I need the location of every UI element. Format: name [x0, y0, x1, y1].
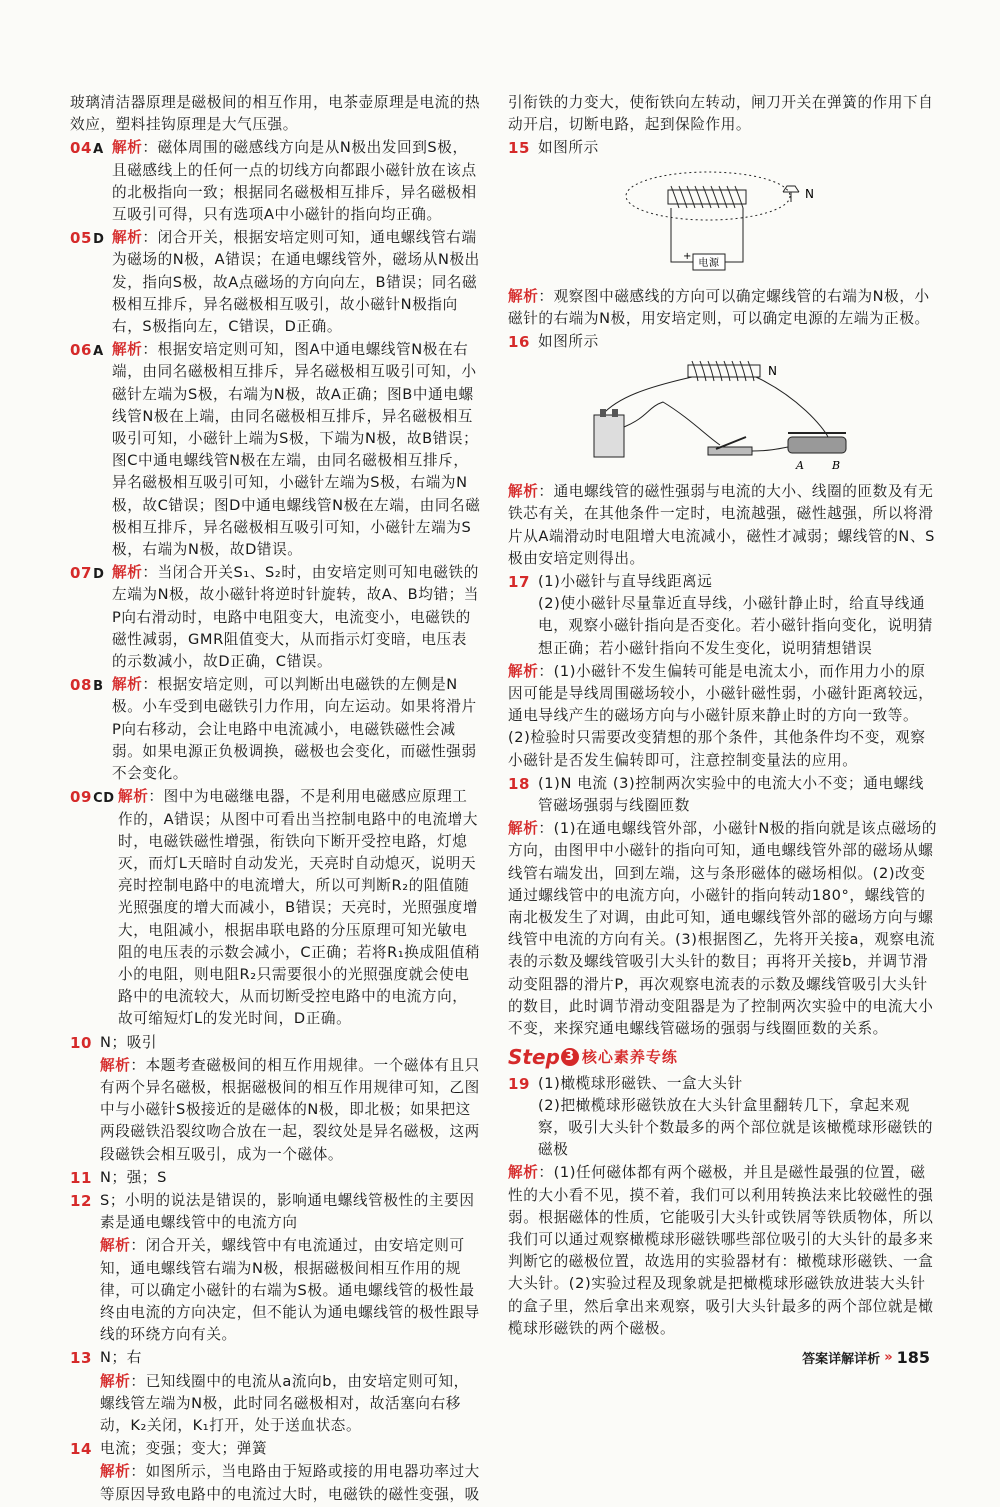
entry-text: ：当闭合开关S₁、S₂时，由安培定则可知电磁铁的左端为N极，故小磁针将逆时针旋转，故A、B均错；当P向右滑动时，电路中电阻变大，电流变小，电磁铁的磁性减弱，GMR阻值变大，从而指示灯变暗，电压表的示数减小，故D正确，C错误。	[112, 564, 479, 671]
answer-letter: B	[93, 679, 104, 695]
explanation-label: 解析	[100, 1237, 131, 1255]
entry-text: N；右	[100, 1349, 142, 1367]
left-column	[70, 92, 482, 1507]
item-number-wrap	[70, 137, 104, 161]
item-number-wrap	[70, 339, 104, 363]
item-number: 18	[508, 774, 531, 793]
explanation-label: 解析	[112, 676, 143, 694]
power-source-label: 电源	[698, 257, 720, 269]
explanation-label: 解析	[112, 229, 143, 247]
item-number: 06	[70, 341, 93, 360]
terminal-a-label: A	[796, 459, 805, 473]
answer-letter: D	[93, 567, 105, 583]
explanation-label: 解析	[100, 1463, 131, 1481]
figure-15	[508, 164, 938, 280]
entry-text: ：如图所示，当电路由于短路或接的用电器功率过大等原因导致电路中的电流过大时，电磁铁的磁性变强，吸	[100, 1463, 480, 1503]
terminal-b-label: B	[832, 459, 841, 473]
answer-item	[70, 786, 482, 1030]
entry-text: ：已知线圈中的电流从a流向b，由安培定则可知，螺线管左端为N极，此时同名磁极相对，故活塞向右移动，K₂关闭，K₁打开，处于送血状态。	[100, 1372, 469, 1434]
item-number: 13	[70, 1349, 93, 1368]
item-number-wrap	[70, 786, 115, 810]
item-number: 09	[70, 788, 93, 807]
entry-text: ：图中为电磁继电器，不是利用电磁感应原理工作的，A错误；从图中可看出当控制电路中的电流增大时，电磁铁磁性增强，衔铁向下断开受控电路，灯熄灭，而灯L天暗时自动发光，天亮时自动熄灭，说明天亮时控制电路中的电流增大，所以可判断R₂的阻值随光照强度的增大而减小，B错误；天亮时，光照强度增大，电阻减小，根据串联电路的分压原理可知光敏电阻的电压表的示数会减小，C正确；若将R₁换成阻值稍小的电阻，则电阻R₂只需要很小的光照强度就会使电路中的电流较大，从而切断受控电路中的电流方向，故可缩短灯L的发光时间，D正确。	[118, 788, 481, 1028]
answer-item-18: 18 (1)N 电流 (3)控制两次实验中的电流大小不变；通电螺线管磁场强弱与线圈匝数	[508, 774, 925, 815]
item-number: 04	[70, 139, 93, 158]
answer-item	[70, 1438, 482, 1460]
item-number-wrap	[70, 674, 104, 698]
plus-label: +	[683, 250, 692, 262]
answer-item	[70, 227, 482, 338]
explanation-label: 解析	[112, 139, 143, 157]
answer-item	[70, 1235, 482, 1346]
item-number: 16	[508, 333, 531, 352]
page-footer	[802, 1348, 930, 1367]
answer-item	[70, 137, 482, 226]
explanation-label: 解析	[100, 1372, 131, 1390]
explanation-label: 解析	[118, 788, 149, 806]
left-entries	[70, 137, 482, 1505]
item-number: 11	[70, 1168, 93, 1187]
entry-text: S；小明的说法是错误的，影响通电螺线管极性的主要因素是通电螺线管中的电流方向	[100, 1191, 475, 1232]
double-chevron-icon: »	[884, 1350, 893, 1365]
n-pole-label: N	[768, 364, 778, 379]
explanation-19: 解析：(1)任何磁体都有两个磁极，并且是磁性最强的位置，磁性的大小看不见，摸不着，我们可以利用转换法来比较磁性的强弱。根据磁体的性质，它能吸引大头针或铁屑等铁质物体，所以我们可以通过观察橄榄球形磁铁哪些部位吸引的大头针的最多来判断它的磁极位置，故选用的实验器材有：橄榄球形磁铁、一盒大头针。(2)实验过程及现象就是把橄榄球形磁铁放进装大头针的盒子里，然后拿出来观察，吸引大头针最多的两个部位就是橄榄球形磁铁的两个磁极。	[508, 1164, 934, 1337]
item-number: 19	[508, 1074, 531, 1093]
entry-text: ：磁体周围的磁感线方向是从N极出发回到S极，且磁感线上的任何一点的切线方向都跟小磁针放在该点的北极指向一致；根据同名磁极相互排斥，异名磁极相互吸引可得，只有选项A中小磁针的指向均正确。	[112, 139, 477, 224]
item-number: 14	[70, 1440, 93, 1459]
item-number-wrap	[70, 562, 104, 586]
entry-text: N；吸引	[100, 1033, 158, 1051]
answer-item	[70, 1167, 482, 1189]
explanation-label: 解析	[112, 564, 143, 582]
answer-item	[70, 1371, 482, 1438]
item-number: 17	[508, 573, 531, 592]
section-header-step3: Step 3 核心素养专练	[508, 1045, 678, 1070]
answer-item	[70, 1055, 482, 1166]
entry-text: ：闭合开关，根据安培定则可知，通电螺线管右端为磁场的N极，A错误；在通电螺线管外，磁场从N极出发，指向S极，故A点磁场的方向向左，B错误；同名磁极相互排斥，异名磁极相互吸引，故小磁针N极指向右，S极指向左，C错误，D正确。	[112, 229, 480, 336]
answer-item	[70, 1190, 482, 1234]
explanation-17: 解析：(1)小磁针不发生偏转可能是电流太小，而作用力小的原因可能是导线周围磁场较小，小磁针磁性弱，小磁针距离较远，通电导线产生的磁场方向与小磁针原来静止时的方向一致等。(2)检验时只需要改变猜想的那个条件，其他条件均不变，观察小磁针是否发生偏转即可，注意控制变量法的应用。	[508, 662, 934, 769]
answer-item	[70, 339, 482, 561]
answer-item-16: 16 如图所示	[508, 331, 938, 353]
answer-letter: CD	[93, 791, 115, 807]
item-number: 10	[70, 1033, 93, 1052]
entry-text: 电流；变强；变大；弹簧	[100, 1440, 268, 1458]
item-number: 12	[70, 1191, 93, 1210]
entry-text: ：根据安培定则，可以判断出电磁铁的左侧是N极。小车受到电磁铁引力作用，向左运动。如果将滑片P向右移动，会让电路中电流减小，电磁铁磁性会减弱。如果电源正负极调换，磁极也会变化，而磁性强弱不会变化。	[112, 676, 477, 783]
entry-text: ：闭合开关，螺线管中有电流通过，由安培定则可知，通电螺线管右端为N极，根据磁极间相互作用的规律，可以确定小磁针的右端为S极。通电螺线管的极性最终由电流的方向决定，但不能认为通电螺线管的极性跟导线的环绕方向有关。	[100, 1237, 480, 1344]
entry-text: ：根据安培定则可知，图A中通电螺线管N极在右端，由同名磁极相互排斥，异名磁极相互吸引可知，小磁针左端为S极，右端为N极，故A正确；图B中通电螺线管N极在上端，由同名磁极相互排斥，异名磁极相互吸引可知，小磁针上端为S极，下端为N极，故B错误；图C中通电螺线管N极在左端，由同名磁极相互排斥，异名磁极相互吸引可知，小磁针左端为S极，右端为N极，故C错误；图D中通电螺线管N极在左端，由同名磁极相互排斥，异名磁极相互吸引可知，小磁针左端为S极，右端为N极，故D错误。	[112, 341, 481, 559]
footer-label: 答案详解详析	[802, 1352, 881, 1367]
continuation-text: 玻璃清洁器原理是磁极间的相互作用，电茶壶原理是电流的热效应，塑料挂钩原理是大气压强。	[70, 94, 481, 134]
explanation-label: 解析	[100, 1056, 131, 1074]
answer-item	[70, 674, 482, 785]
right-column	[508, 92, 938, 1341]
item-number: 05	[70, 229, 93, 248]
answer-letter: D	[93, 232, 105, 248]
item-number: 08	[70, 676, 93, 695]
item-number: 15	[508, 139, 531, 158]
solenoid-circuit-diagram	[613, 164, 833, 280]
answer-item	[70, 1347, 482, 1369]
n-pole-label: N	[805, 186, 815, 201]
answer-item-17: 17 (1)小磁针与直导线距离远 (2)使小磁针尽量靠近直导线，小磁针静止时，给直导线通电，观察小磁针指向是否变化。若小磁针指向变化，说明猜想正确；若小磁针指向不发生变化，说明猜想错误	[508, 573, 934, 657]
explanation-15: 解析：观察图中磁感线的方向可以确定螺线管的右端为N极，小磁针的右端为N极，用安培定则，可以确定电源的左端为正极。	[508, 287, 930, 327]
answer-item	[70, 1032, 482, 1054]
answer-item	[70, 1461, 482, 1505]
item-number-wrap	[70, 227, 104, 251]
item-number: 07	[70, 564, 93, 583]
answer-item-15: 15 如图所示	[508, 137, 938, 159]
answer-item-19: 19 (1)橄榄球形磁铁、一盒大头针 (2)把橄榄球形磁铁放在大头针盒里翻转几下，拿起来观察，吸引大头针个数最多的两个部位就是该橄榄球形磁铁的磁极	[508, 1074, 934, 1159]
entry-text: N；强；S	[100, 1168, 167, 1186]
answer-item	[70, 562, 482, 673]
continuation-text-right: 引衔铁的力变大，使衔铁向左转动，闸刀开关在弹簧的作用下自动开启，切断电路，起到保险作用。	[508, 94, 934, 134]
explanation-16: 解析：通电螺线管的磁性强弱与电流的大小、线圈的匝数及有无铁芯有关，在其他条件一定时，电流越强，磁性越强，所以将滑片从A端滑动时电阻增大电流减小，磁性才减弱；螺线管的N、S极由安培定则得出。	[508, 483, 936, 567]
explanation-label: 解析	[112, 341, 143, 359]
page-number: 185	[896, 1348, 930, 1367]
step-number-badge: 3	[561, 1048, 579, 1066]
figure-16	[508, 357, 938, 475]
explanation-18: 解析：(1)在通电螺线管外部，小磁针N极的指向就是该点磁场的方向，由图甲中小磁针的指向可知，通电螺线管外部的磁场从螺线管右端发出，回到左端，这与条形磁体的磁场相似。(2)改变通过螺线管中的电流方向，小磁针的指向转动180°，螺线管的南北极发生了对调，由此可知，通电螺线管外部的磁场方向与螺线管中电流的方向有关。(3)根据图乙，先将开关接a，观察电流表的示数及螺线管吸引大头针的数目；再将开关接b，并调节滑动变阻器的滑片P，再次观察电流表的示数及螺线管吸引大头针的数目，此时调节滑动变阻器是为了控制两次实验中的电流大小不变，来探究通电螺线管磁场的强弱与线圈匝数的关系。	[508, 820, 938, 1038]
answer-letter: A	[93, 344, 104, 360]
battery-rheostat-diagram	[588, 357, 858, 475]
answer-letter: A	[93, 142, 104, 158]
entry-text: ：本题考查磁极间的相互作用规律。一个磁体有且只有两个异名磁极，根据磁极间的相互作用规律可知，乙图中与小磁针S极接近的是磁体的N极，即北极；如果把这两段磁铁沿裂纹吻合放在一起，裂纹处是异名磁极，这两段磁铁会相互吸引，成为一个磁体。	[100, 1056, 480, 1163]
